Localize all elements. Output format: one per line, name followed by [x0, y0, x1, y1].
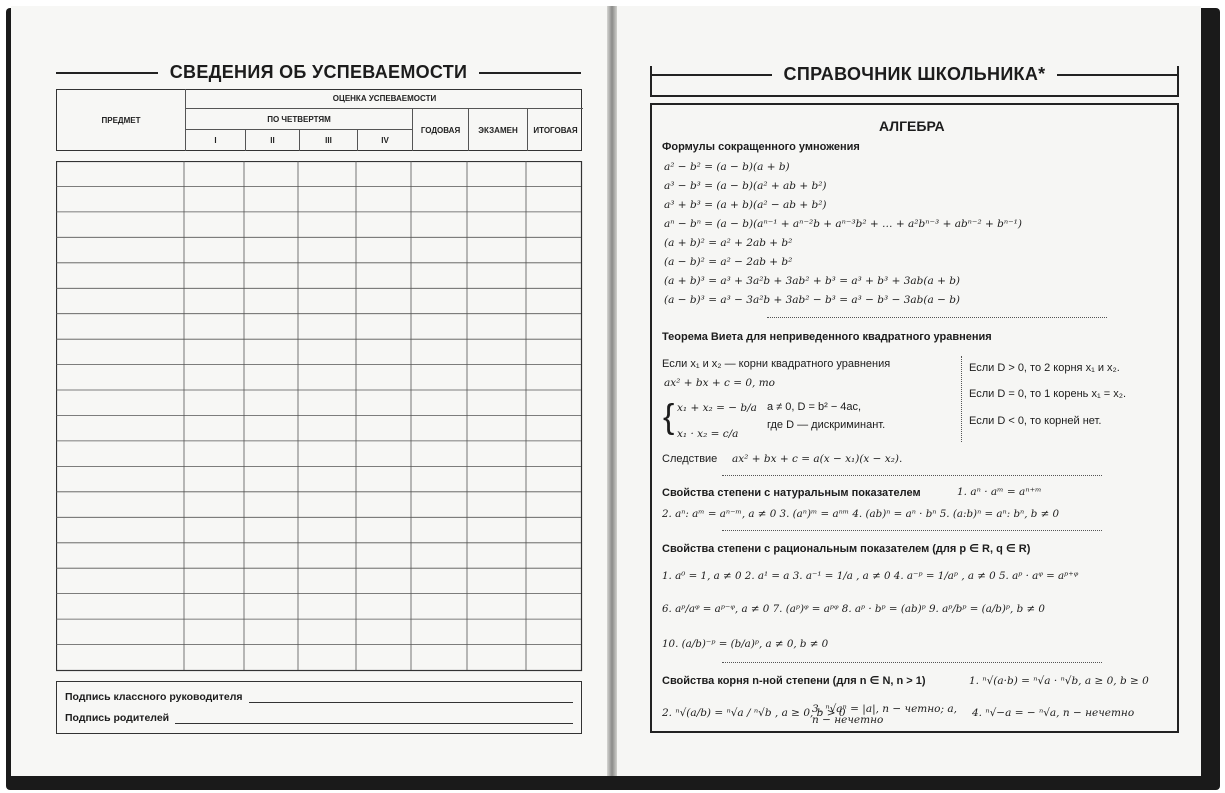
formula-5: (a + b)² = a² + 2ab + b² [664, 237, 793, 249]
divider [722, 475, 1102, 476]
signatures-box [56, 681, 582, 734]
header-line-left [650, 74, 772, 76]
grades-grid [56, 161, 583, 672]
rational-power-title: Свойства степени с рациональным показателем (для p ∈ R, q ∈ R) [662, 543, 1031, 555]
natural-power-1: 1. aⁿ · aᵐ = aⁿ⁺ᵐ [957, 486, 1042, 498]
formula-8: (a − b)³ = a³ − 3a²b + 3ab² − b³ = a³ − b³ − 3ab(a − b) [664, 294, 961, 306]
quarter-2: II [245, 129, 299, 151]
notebook-spine [607, 6, 617, 776]
divider [767, 317, 1107, 318]
vieta-case-3: Если D < 0, то корней нет. [969, 415, 1102, 427]
rational-power-line-3: 10. (a/b)⁻ᵖ = (b/a)ᵖ, a ≠ 0, b ≠ 0 [662, 638, 829, 650]
corollary-label: Следствие [662, 453, 718, 465]
vieta-discriminant: где D — дискриминант. [767, 419, 886, 431]
section-title: АЛГЕБРА [879, 118, 945, 134]
left-page [11, 6, 607, 776]
page-title: СВЕДЕНИЯ ОБ УСПЕВАЕМОСТИ [169, 62, 468, 82]
corollary-formula: ax² + bx + c = a(x − x₁)(x − x₂). [732, 453, 903, 465]
root-property-4: 4. ⁿ√−a = − ⁿ√a, n − нечетно [972, 707, 1135, 719]
root-property-1: 1. ⁿ√(a·b) = ⁿ√a · ⁿ√b, a ≥ 0, b ≥ 0 [969, 675, 1149, 687]
quarter-1: I [185, 129, 245, 151]
header-line-right [479, 72, 581, 74]
formula-3: a³ + b³ = (a + b)(a² − ab + b²) [664, 199, 827, 211]
vieta-condition: a ≠ 0, D = b² − 4ac, [767, 401, 862, 413]
grades-header-table [56, 89, 582, 151]
formula-6: (a − b)² = a² − 2ab + b² [664, 256, 793, 268]
header-line-left [56, 72, 158, 74]
vieta-equation: ax² + bx + c = 0, то [664, 377, 775, 389]
quarter-3: III [299, 129, 357, 151]
rational-power-line-1: 1. a⁰ = 1, a ≠ 0 2. a¹ = a 3. a⁻¹ = 1/a , a ≠ 0 4. a⁻ᵖ = 1/aᵖ , a ≠ 0 5. aᵖ · aᵠ = aᵖ⁺ᵠ [662, 570, 1079, 582]
grade-header: ОЦЕНКА УСПЕВАЕМОСТИ [185, 89, 583, 108]
formula-1: a² − b² = (a − b)(a + b) [664, 161, 790, 173]
teacher-signature-line[interactable] [249, 692, 573, 703]
subject-header: ПРЕДМЕТ [101, 115, 141, 125]
formula-2: a³ − b³ = (a − b)(a² + ab + b²) [664, 180, 827, 192]
formula-4: aⁿ − bⁿ = (a − b)(aⁿ⁻¹ + aⁿ⁻²b + aⁿ⁻³b² + … + a²bⁿ⁻³ + abⁿ⁻² + bⁿ⁻¹) [664, 218, 1022, 230]
quarters-header: ПО ЧЕТВЕРТЯМ [185, 108, 412, 129]
root-property-3: 3. ⁿ√aⁿ = |a|, n − четно; a, n − нечетно [812, 703, 957, 727]
left-page-header [56, 62, 581, 83]
right-page [617, 6, 1201, 776]
parents-signature-label: Подпись родителей [65, 712, 170, 724]
root-property-2: 2. ⁿ√(a/b) = ⁿ√a / ⁿ√b , a ≥ 0, b > 0 [662, 707, 846, 719]
abbrev-title: Формулы сокращенного умножения [662, 141, 860, 153]
vieta-case-2: Если D = 0, то 1 корень x₁ = x₂. [969, 388, 1127, 400]
teacher-signature-row[interactable] [65, 691, 573, 703]
annual-header: ГОДОВАЯ [412, 108, 468, 151]
vertical-divider [961, 356, 962, 442]
divider [722, 662, 1102, 663]
vieta-case-1: Если D > 0, то 2 корня x₁ и x₂. [969, 362, 1120, 374]
natural-power-title: Свойства степени с натуральным показателем [662, 487, 921, 499]
natural-power-rest: 2. aⁿ: aᵐ = aⁿ⁻ᵐ, a ≠ 0 3. (aⁿ)ᵐ = aⁿᵐ 4. (ab)ⁿ = aⁿ · bⁿ 5. (a:b)ⁿ = aⁿ: bⁿ, b ≠ 0 [662, 508, 1060, 520]
vieta-product: x₁ · x₂ = c/a [677, 428, 739, 440]
formula-7: (a + b)³ = a³ + 3a²b + 3ab² + b³ = a³ + b³ + 3ab(a + b) [664, 275, 961, 287]
page-title: СПРАВОЧНИК ШКОЛЬНИКА* [783, 64, 1046, 84]
header-line-right [1057, 74, 1179, 76]
vieta-title: Теорема Виета для неприведенного квадратного уравнения [662, 331, 992, 343]
rational-power-line-2: 6. aᵖ/aᵠ = aᵖ⁻ᵠ, a ≠ 0 7. (aᵖ)ᵠ = aᵖᵠ 8. aᵖ · bᵖ = (ab)ᵖ 9. aᵖ/bᵖ = (a/b)ᵖ, b ≠ 0 [662, 603, 1045, 615]
quarter-4: IV [357, 129, 412, 151]
brace-icon: { [663, 398, 675, 436]
vieta-if: Если x₁ и x₂ — корни квадратного уравнения [662, 358, 891, 370]
final-header: ИТОГОВАЯ [527, 108, 583, 151]
parents-signature-row[interactable] [65, 712, 573, 724]
vieta-sum: x₁ + x₂ = − b/a [677, 402, 757, 414]
right-page-header [650, 64, 1179, 85]
teacher-signature-label: Подпись классного руководителя [65, 691, 243, 703]
exam-header: ЭКЗАМЕН [468, 108, 527, 151]
divider [722, 530, 1102, 531]
parents-signature-line[interactable] [175, 713, 573, 724]
root-title: Свойства корня n-ной степени (для n ∈ N, n > 1) [662, 675, 926, 687]
